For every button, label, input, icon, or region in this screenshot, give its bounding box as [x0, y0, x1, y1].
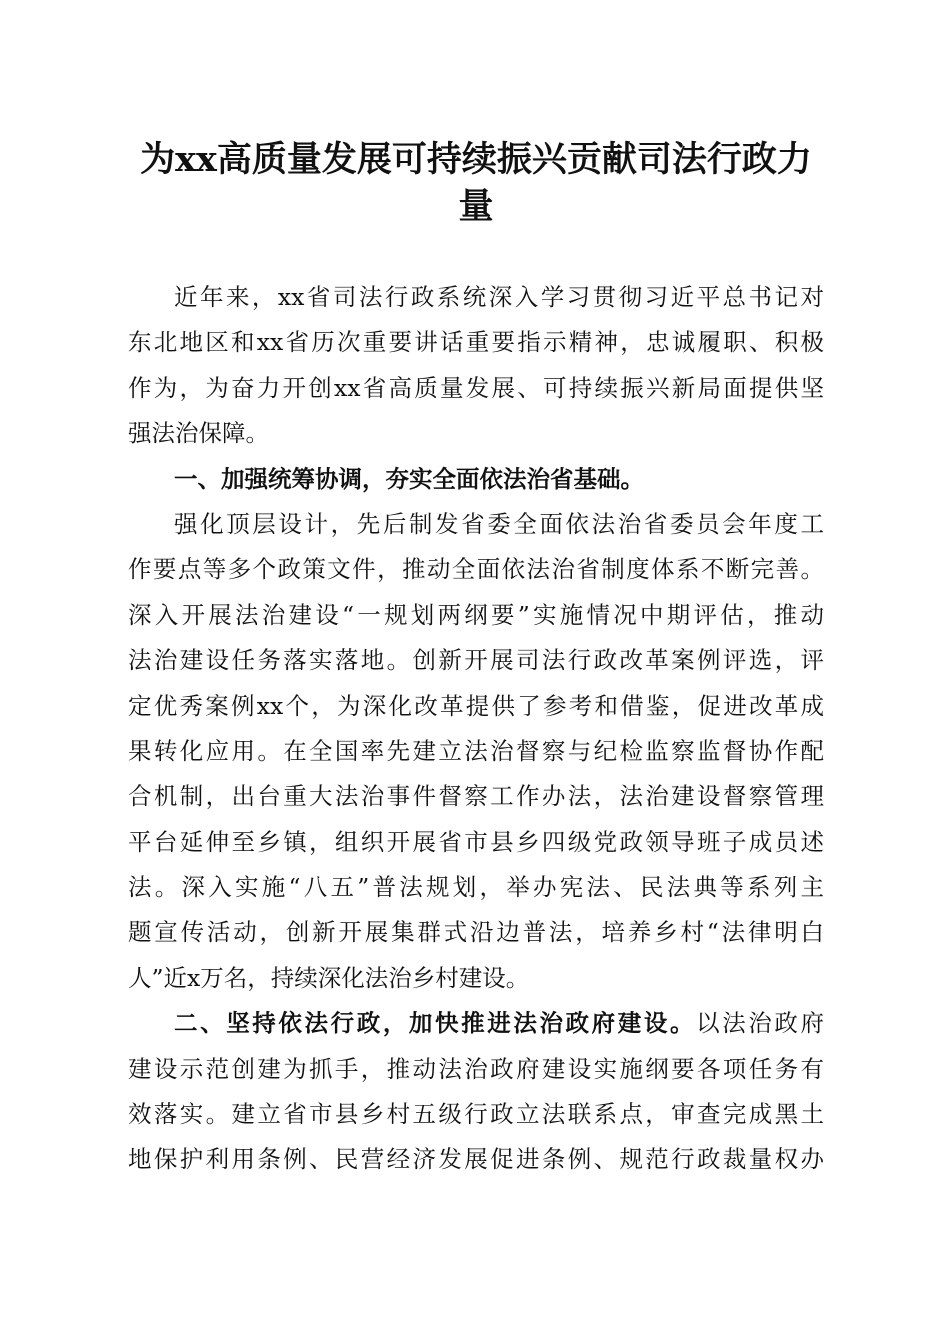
text-line — [128, 1001, 824, 1046]
text-line: 合机制，出台重大法治事件督察工作办法，法治建设督察管理 — [128, 782, 824, 811]
text-line: 效落实。建立省市县乡村五级行政立法联系点，审查完成黑土 — [128, 1100, 824, 1129]
text-line: 深入开展法治建设“一规划两纲要”实施情况中期评估，推动 — [128, 600, 824, 629]
section-heading-1: 一、加强统筹协调，夯实全面依法治省基础。 — [174, 464, 644, 493]
text-line: 作要点等多个政策文件，推动全面依法治省制度体系不断完善。 — [128, 555, 824, 584]
document-title — [120, 136, 832, 230]
text-line: 果转化应用。在全国率先建立法治督察与纪检监察监督协作配 — [128, 736, 824, 765]
paragraph-section-1 — [128, 502, 824, 1001]
text-line: 地保护利用条例、民营经济发展促进条例、规范行政裁量权办 — [128, 1145, 824, 1174]
text-line: 定优秀案例xx个，为深化改革提供了参考和借鉴，促进改革成 — [128, 691, 824, 720]
section-heading-2: 二、坚持依法行政，加快推进法治政府建设。 — [174, 1009, 697, 1038]
text-line: 法。深入实施“八五”普法规划，举办宪法、民法典等系列主 — [128, 873, 824, 902]
text-line: 题宣传活动，创新开展集群式沿边普法，培养乡村“法律明白 — [128, 918, 824, 947]
text-run: 以法治政府 — [696, 1009, 825, 1038]
title-line: 量 — [458, 186, 494, 227]
paragraph-section-2 — [128, 1001, 824, 1183]
text-line: 强化顶层设计，先后制发省委全面依法治省委员会年度工 — [174, 509, 824, 538]
text-line: 建设示范创建为抓手，推动法治政府建设实施纲要各项任务有 — [128, 1054, 824, 1083]
document-body — [128, 275, 824, 1183]
text-line: 平台延伸至乡镇，组织开展省市县乡四级党政领导班子成员述 — [128, 827, 824, 856]
text-line: 人”近x万名，持续深化法治乡村建设。 — [128, 963, 530, 992]
text-line: 东北地区和xx省历次重要讲话重要指示精神，忠诚履职、积极 — [128, 328, 824, 357]
text-line: 作为，为奋力开创xx省高质量发展、可持续振兴新局面提供坚 — [128, 373, 824, 402]
text-line: 法治建设任务落实落地。创新开展司法行政改革案例评选，评 — [128, 646, 824, 675]
paragraph-intro — [128, 275, 824, 457]
title-line: 为xx高质量发展可持续振兴贡献司法行政力 — [140, 139, 812, 180]
text-line: 强法治保障。 — [128, 419, 269, 448]
text-line: 近年来，xx省司法行政系统深入学习贯彻习近平总书记对 — [174, 283, 824, 311]
